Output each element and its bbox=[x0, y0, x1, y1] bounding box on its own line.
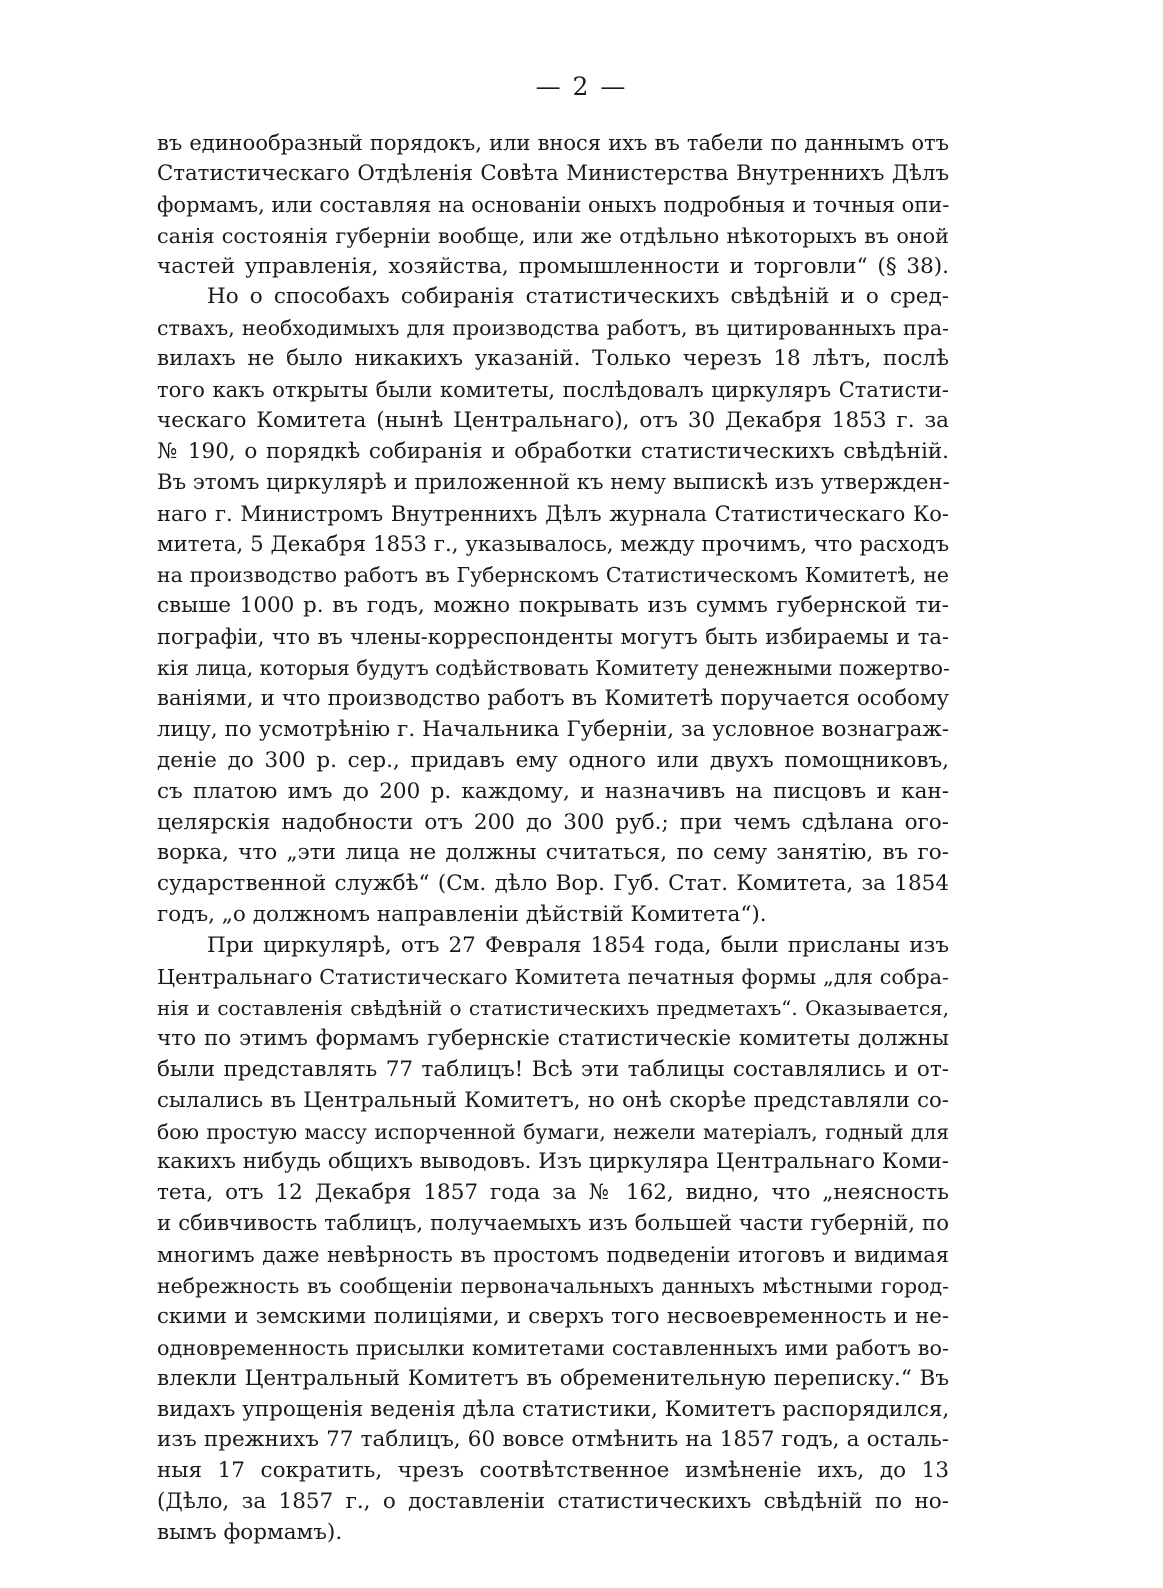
text-line: ворка, что „эти лица не должны считаться, по сему занятію, въ го- bbox=[157, 840, 949, 866]
text-line: пографіи, что въ члены-корреспонденты могутъ быть избираемы и та- bbox=[157, 625, 949, 650]
text-line: лицу, по усмотрѣнію г. Начальника Губерніи, за условное вознаграж- bbox=[157, 716, 949, 742]
text-line: нія и составленія свѣдѣній о статистическихъ предметахъ“. Оказывается, bbox=[157, 995, 949, 1020]
text-line: наго г. Министромъ Внутреннихъ Дѣлъ журнала Статистическаго Ко- bbox=[157, 501, 949, 526]
body-text bbox=[157, 128, 949, 1549]
text-line: Центральнаго Статистическаго Комитета печатныя формы „для собра- bbox=[157, 965, 949, 990]
text-line: и сбивчивость таблицъ, получаемыхъ изъ большей части губерній, по bbox=[157, 1211, 949, 1237]
text-line: митета, 5 Декабря 1853 г., указывалось, между прочимъ, что расходъ bbox=[157, 531, 949, 557]
text-line: ныя 17 сократить, чрезъ соотвѣтственное измѣненіе ихъ, до 13 bbox=[157, 1458, 949, 1484]
text-line: вымъ формамъ). bbox=[157, 1520, 343, 1546]
text-line: изъ прежнихъ 77 таблицъ, 60 вовсе отмѣнить на 1857 годъ, а осталь- bbox=[157, 1427, 949, 1453]
text-line: Статистическаго Отдѣленія Совѣта Министерства Внутреннихъ Дѣлъ bbox=[157, 160, 949, 186]
page-number: — 2 — bbox=[535, 72, 628, 101]
text-line: въ единообразный порядокъ, или внося ихъ въ табели по даннымъ отъ bbox=[157, 131, 949, 155]
text-line: При циркулярѣ, отъ 27 Февраля 1854 года, были присланы изъ bbox=[207, 933, 949, 959]
text-line: деніе до 300 р. сер., придавъ ему одного или двухъ помощниковъ, bbox=[157, 747, 949, 773]
text-line: свыше 1000 р. въ годъ, можно покрывать изъ суммъ губернской ти- bbox=[157, 593, 949, 619]
text-line: ствахъ, необходимыхъ для производства работъ, въ цитированныхъ пра- bbox=[157, 316, 949, 341]
text-line: кія лица, которыя будутъ содѣйствовать Комитету денежными пожертво- bbox=[157, 656, 950, 681]
text-line: (Дѣло, за 1857 г., о доставленіи статистическихъ свѣдѣній по но- bbox=[157, 1489, 949, 1515]
text-line: влекли Центральный Комитетъ въ обременительную переписку.“ Въ bbox=[157, 1365, 949, 1391]
text-line: видахъ упрощенія веденія дѣла статистики, Комитетъ распорядился, bbox=[157, 1396, 950, 1422]
text-line: вилахъ не было никакихъ указаній. Только черезъ 18 лѣтъ, послѣ bbox=[157, 346, 949, 372]
text-line: сылались въ Центральный Комитетъ, но онѣ скорѣе представляли со- bbox=[157, 1087, 949, 1113]
text-line: Въ этомъ циркулярѣ и приложенной къ нему выпискѣ изъ утвержден- bbox=[157, 469, 950, 495]
text-line: сударственной службѣ“ (См. дѣло Вор. Губ. Стат. Комитета, за 1854 bbox=[157, 871, 949, 897]
text-line: санія состоянія губерніи вообще, или же отдѣльно нѣкоторыхъ въ оной bbox=[157, 223, 949, 248]
text-line: что по этимъ формамъ губернскіе статистическіе комитеты должны bbox=[157, 1025, 949, 1051]
text-line: ваніями, и что производство работъ въ Комитетѣ поручается особому bbox=[157, 686, 949, 712]
text-line: бою простую массу испорченной бумаги, нежели матеріалъ, годный для bbox=[157, 1119, 949, 1144]
text-line: годъ, „о должномъ направленіи дѣйствій Комитета“). bbox=[157, 902, 767, 928]
text-line: многимъ даже невѣрность въ простомъ подведеніи итоговъ и видимая bbox=[157, 1243, 949, 1268]
text-line: формамъ, или составляя на основаніи оныхъ подробныя и точныя опи- bbox=[157, 192, 950, 217]
text-line: одновременность присылки комитетами составленныхъ ими работъ во- bbox=[157, 1335, 949, 1360]
text-line: того какъ открыты были комитеты, послѣдовалъ циркуляръ Статисти- bbox=[157, 378, 949, 403]
text-line: были представлять 77 таблицъ! Всѣ эти таблицы составлялись и от- bbox=[157, 1056, 949, 1082]
text-line: съ платою имъ до 200 р. каждому, и назначивъ на писцовъ и кан- bbox=[157, 778, 949, 804]
text-line: частей управленія, хозяйства, промышленности и торговли“ (§ 38). bbox=[157, 253, 949, 279]
text-line: Но о способахъ собиранія статистическихъ свѣдѣній и о сред- bbox=[207, 284, 949, 310]
text-line: № 190, о порядкѣ собиранія и обработки статистическихъ свѣдѣній. bbox=[157, 438, 949, 464]
text-line: ческаго Комитета (нынѣ Центральнаго), отъ 30 Декабря 1853 г. за bbox=[157, 408, 949, 434]
text-line: какихъ нибудь общихъ выводовъ. Изъ циркуляра Центральнаго Коми- bbox=[157, 1149, 949, 1175]
text-line: тета, отъ 12 Декабря 1857 года за № 162, видно, что „неясность bbox=[157, 1180, 949, 1206]
text-line: скими и земскими полиціями, и сверхъ того несвоевременность и не- bbox=[157, 1303, 949, 1329]
text-line: целярскія надобности отъ 200 до 300 руб.; при чемъ сдѣлана ого- bbox=[157, 809, 949, 835]
text-line: на производство работъ въ Губернскомъ Статистическомъ Комитетѣ, не bbox=[157, 563, 949, 588]
text-line: небрежность въ сообщеніи первоначальныхъ данныхъ мѣстными город- bbox=[157, 1273, 949, 1298]
